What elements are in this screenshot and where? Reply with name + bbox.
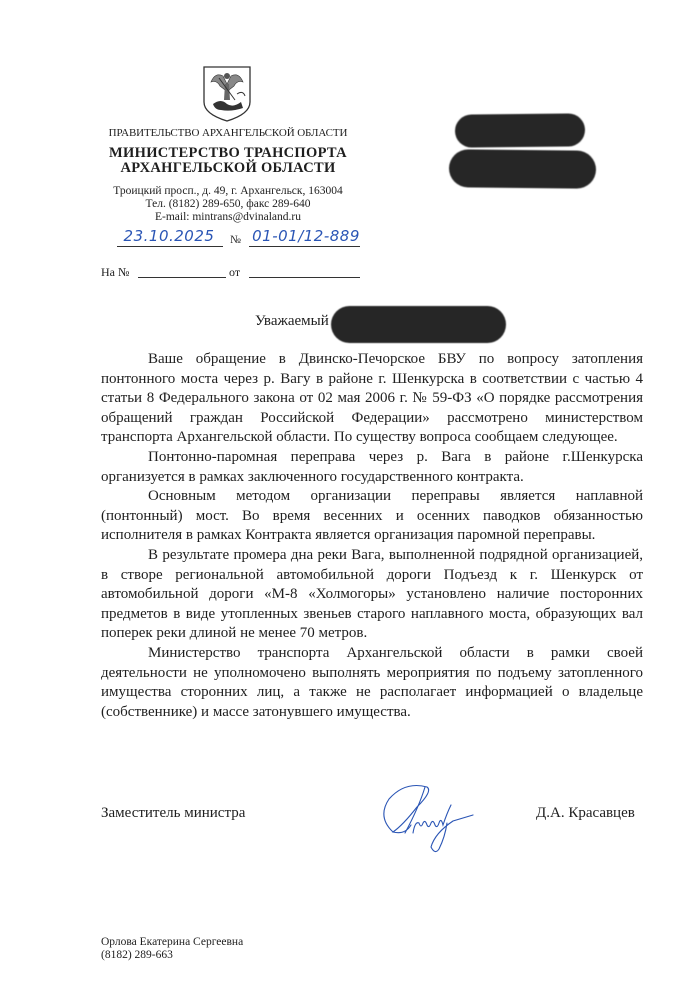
body-paragraph: Понтонно-паромная переправа через р. Вага в районе г.Шенкурска организуется в рамках заключенного государственного контракта. [101,448,643,485]
ministry-phone: Тел. (8182) 289-650, факс 289-640 [145,198,311,210]
government-name: ПРАВИТЕЛЬСТВО АРХАНГЕЛЬСКОЙ ОБЛАСТИ [108,127,348,139]
from-label: от [229,265,241,279]
signatory-title: Заместитель министра [101,805,246,821]
from-underline [249,277,360,278]
salutation: Уважаемый [255,313,329,329]
handwritten-signature [375,777,485,857]
body-paragraph: Основным методом организации переправы является наплавной (понтонный) мост. Во время весенних и осенних паводков обязанностью исполнителя в рамках Контракта является организация паромной переправы. [101,488,643,544]
ministry-name-line2: АРХАНГЕЛЬСКОЙ ОБЛАСТИ [120,160,336,176]
letter-body [101,350,643,722]
recipient-redaction-1 [455,113,585,147]
name-redaction [331,306,506,343]
letter-date: 23.10.2025 [123,227,215,245]
signatory-name: Д.А. Красавцев [536,805,635,821]
ministry-address: Троицкий просп., д. 49, г. Архангельск, 163004 [113,185,343,197]
date-underline [117,246,223,247]
contact-person-phone: (8182) 289-663 [101,949,173,961]
body-paragraph: Министерство транспорта Архангельской области в рамки своей деятельности не уполномочено выполнять мероприятия по подъему затопленного имущества сторонних лиц, а также не располагает информацией о владельце (собственнике) и массе затонувшего имущества. [101,644,643,720]
number-label: № [230,234,241,246]
coat-of-arms-icon [201,64,253,124]
ministry-email: E-mail: mintrans@dvinaland.ru [154,211,301,223]
body-paragraph: Ваше обращение в Двинско-Печорское БВУ по вопросу затопления понтонного моста через р. Вагу в районе г. Шенкурска в соответствии с частью 4 статьи 8 Федерального закона от 02 мая 2006 г. № 59-ФЗ «О порядке рассмотрения обращений граждан Российской Федерации» рассмотрено министерством транспорта Архангельской области. По существу вопроса сообщаем следующее. [101,351,643,446]
recipient-redaction-2 [449,149,596,189]
body-paragraph: В результате промера дна реки Вага, выполненной подрядной организацией, в створе региональной автомобильной дороги Подъезд к г. Шенкурск от автомобильной дороги «М-8 «Холмогоры» установлено наличие посторонних предметов в виде утопленных звеньев старого наплавного моста, образующих вал поперек реки длиной не менее 70 метров. [101,546,643,642]
ministry-name-line1: МИНИСТЕРСТВО ТРАНСПОРТА [109,145,347,161]
number-underline [249,246,360,247]
letter-number: 01-01/12-889 [252,227,360,245]
reference-underline [138,277,226,278]
contact-person-name: Орлова Екатерина Сергеевна [101,936,244,948]
reference-label: На № [101,265,130,279]
